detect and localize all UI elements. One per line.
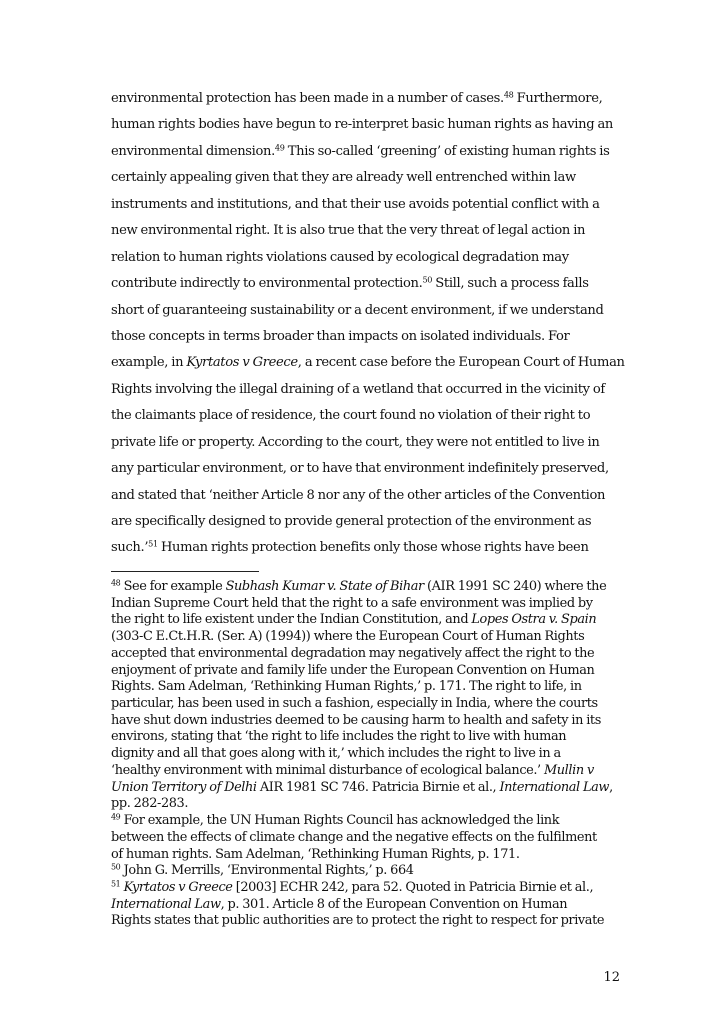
body-line (111, 509, 631, 535)
footnote-line (111, 612, 631, 629)
text-run: any particular environment, or to have that environment indefinitely preserved, (111, 461, 609, 477)
body-line (111, 192, 631, 218)
footnote-line (111, 880, 631, 897)
footnote-line (111, 596, 631, 613)
italic-case-name: Subhash Kumar v. State of Bihar (225, 579, 424, 594)
footnote-marker: 50 (111, 862, 121, 872)
text-run: , p. 301. Article 8 of the European Convention on Human (220, 896, 568, 912)
footnote-marker: 48 (111, 578, 121, 588)
text-run: the right to life existent under the Indian Constitution, and (111, 612, 472, 628)
text-run: accepted that environmental degradation may negatively affect the right to the (111, 645, 595, 661)
footnote-line (111, 780, 631, 797)
text-run: Rights. Sam Adelman, ‘Rethinking Human Rights,’ p. 171. The right to life, in (111, 679, 582, 695)
text-run: new environmental right. It is also true that the very threat of legal action in (111, 223, 586, 239)
footnote-marker: 51 (111, 879, 121, 889)
text-run: Indian Supreme Court held that the right to a safe environment was implied by (111, 595, 593, 611)
footnote-line (111, 746, 631, 763)
footnote-marker: 50 (422, 274, 433, 285)
body-line (111, 218, 631, 244)
footnote-marker: 51 (148, 538, 158, 549)
text-run: particular, has been used in such a fashion, especially in India, where the courts (111, 696, 598, 712)
footnote-marker: 49 (111, 812, 121, 822)
body-paragraph (111, 86, 631, 562)
footnote-line (111, 629, 631, 646)
text-run: private life or property. According to the court, they were not entitled to live in (111, 434, 600, 450)
text-run: AIR 1981 SC 746. Patricia Birnie et al., (256, 779, 500, 795)
text-run: are specifically designed to provide general protection of the environment as (111, 514, 592, 529)
text-run: such.’ (111, 540, 149, 556)
footnote-line (111, 847, 631, 864)
footnote-line (111, 646, 631, 663)
text-run: contribute indirectly to environmental protection. (111, 276, 423, 292)
text-run: For example, the UN Human Rights Council has acknowledged the link (120, 813, 560, 829)
text-run: , (609, 779, 613, 795)
text-run: , a recent case before the European Court of Human (297, 355, 625, 371)
text-run: environs, stating that ‘the right to life includes the right to live with human (111, 729, 567, 745)
footnote-line (111, 679, 631, 696)
text-run: ‘healthy environment with minimal disturbance of ecological balance.’ (111, 762, 544, 778)
text-run: example, in (111, 355, 187, 371)
text-run: certainly appealing given that they are already well entrenched within law (111, 170, 576, 186)
footnote-line (111, 713, 631, 730)
body-line (111, 139, 631, 165)
body-line (111, 430, 631, 456)
text-run: instruments and institutions, and that their use avoids potential conflict with a (111, 196, 600, 212)
text-run: Human rights protection benefits only those whose rights have been (157, 540, 589, 556)
body-line (111, 86, 631, 112)
body-line (111, 165, 631, 191)
body-line (111, 456, 631, 482)
italic-case-name: Lopes Ostra v. Spain (471, 612, 597, 628)
italic-case-name: International Law (111, 896, 221, 912)
footnote-line (111, 579, 631, 596)
body-line (111, 271, 631, 297)
body-line (111, 112, 631, 138)
text-run: have shut down industries deemed to be causing harm to health and safety in its (111, 712, 601, 728)
italic-case-name: International Law (499, 779, 610, 795)
italic-case-name: Mullin v (543, 762, 594, 778)
italic-case-name: Union Territory of Delhi (111, 779, 257, 795)
footnote-line (111, 663, 631, 680)
text-run: human rights bodies have begun to re-interpret basic human rights as having an (111, 117, 613, 133)
text-run: dignity and all that goes along with it,’ which includes the right to live in a (111, 746, 561, 762)
footnotes-section (111, 579, 631, 930)
text-run: Still, such a process falls (432, 276, 589, 292)
footnote-separator (111, 571, 259, 572)
body-line (111, 483, 631, 509)
text-run: and stated that ‘neither Article 8 nor any of the other articles of the Convention (111, 487, 606, 503)
italic-case-name: Kyrtatos v Greece (123, 879, 233, 895)
text-run: environmental protection has been made in a number of cases. (111, 91, 504, 106)
body-line (111, 535, 631, 561)
text-run: Rights involving the illegal draining of a wetland that occurred in the vicinity of (111, 381, 605, 397)
body-line (111, 377, 631, 403)
text-run: of human rights. Sam Adelman, ‘Rethinking Human Rights, p. 171. (111, 846, 520, 862)
text-run: enjoyment of private and family life under the European Convention on Human (111, 662, 595, 678)
text-run: pp. 282-283. (111, 796, 189, 812)
text-run: (303-C E.Ct.H.R. (Ser. A) (1994)) where the European Court of Human Rights (111, 629, 585, 645)
body-line (111, 245, 631, 271)
text-run: relation to human rights violations caused by ecological degradation may (111, 249, 569, 265)
page-number: 12 (603, 970, 620, 985)
footnote-line (111, 863, 631, 880)
text-run: the claimants place of residence, the court found no violation of their right to (111, 408, 591, 424)
body-line (111, 324, 631, 350)
text-run: This so-called ‘greening’ of existing human rights is (284, 143, 610, 159)
text-run: between the effects of climate change and the negative effects on the fulfilment (111, 829, 597, 845)
text-run: Furthermore, (513, 91, 603, 106)
footnote-line (111, 696, 631, 713)
footnote-line (111, 830, 631, 847)
footnote-line (111, 813, 631, 830)
body-line (111, 298, 631, 324)
footnote-line (111, 763, 631, 780)
text-run: Rights states that public authorities are to protect the right to respect for private (111, 913, 605, 929)
text-run: John G. Merrills, ‘Environmental Rights,’ p. 664 (120, 863, 414, 879)
text-run: See for example (120, 579, 226, 594)
footnote-marker: 49 (274, 142, 285, 153)
text-run: [2003] ECHR 242, para 52. Quoted in Patricia Birnie et al., (232, 879, 594, 895)
text-run: short of guaranteeing sustainability or a decent environment, if we understand (111, 302, 604, 318)
body-line (111, 350, 631, 376)
text-run: environmental dimension. (111, 143, 275, 159)
italic-case-name: Kyrtatos v Greece (186, 355, 298, 371)
text-run: (AIR 1991 SC 240) where the (423, 579, 607, 594)
footnote-line (111, 913, 631, 930)
footnote-line (111, 897, 631, 914)
text-run: those concepts in terms broader than impacts on isolated individuals. For (111, 328, 570, 344)
footnote-line (111, 729, 631, 746)
body-line (111, 403, 631, 429)
footnote-marker: 48 (503, 89, 514, 100)
footnote-line (111, 796, 631, 813)
